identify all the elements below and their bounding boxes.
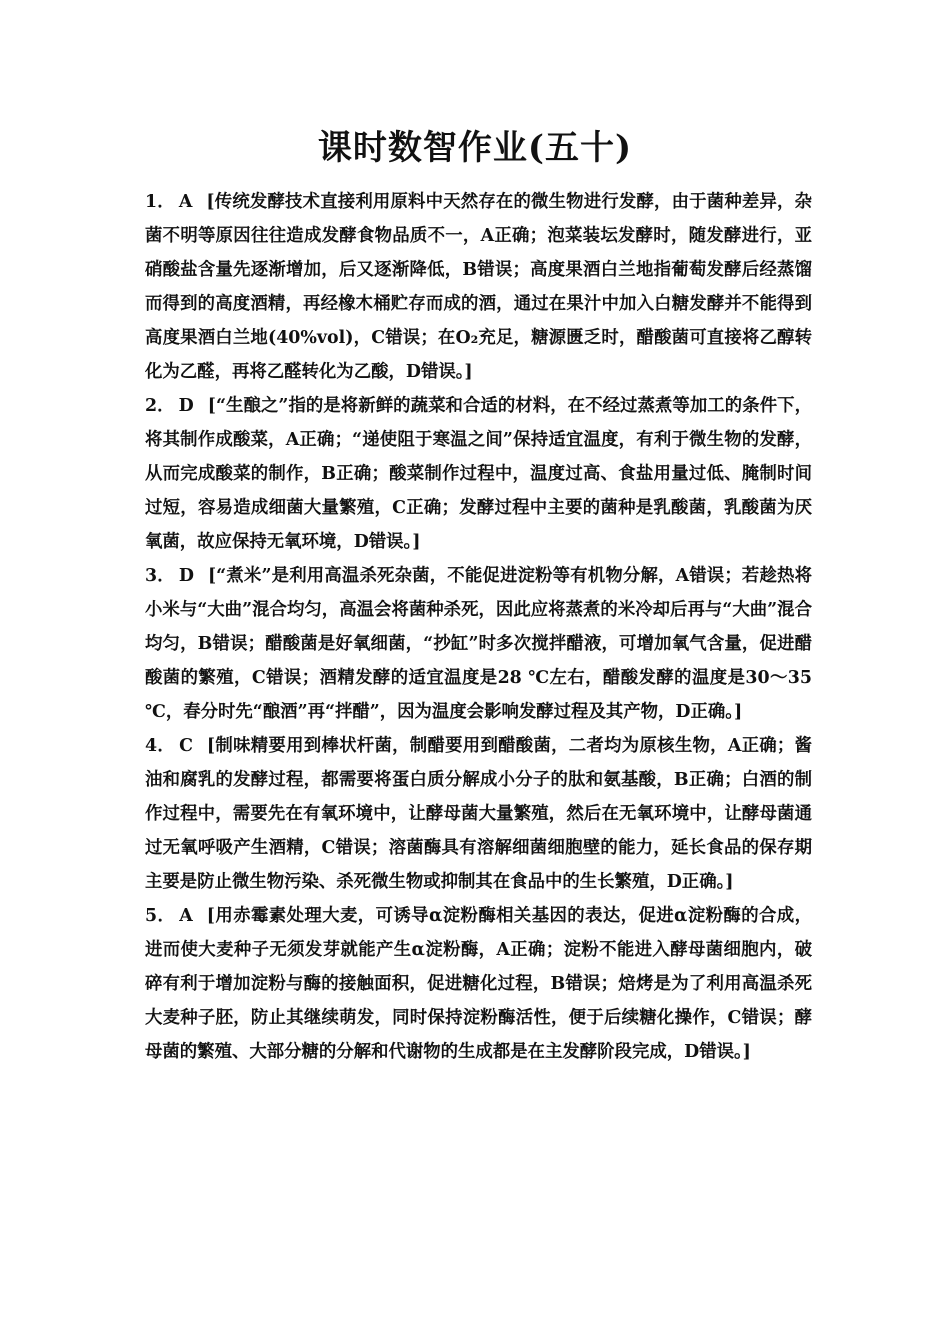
answer-list xyxy=(145,185,812,1069)
answer-number: 2． xyxy=(145,396,175,416)
answer-choice: A xyxy=(178,192,193,212)
answer-item-2 xyxy=(145,389,812,559)
answer-number: 3． xyxy=(145,566,175,586)
answer-item-5 xyxy=(145,899,812,1069)
answer-number: 4． xyxy=(145,736,176,756)
page-title: 课时数智作业(五十) xyxy=(317,128,633,168)
answer-number: 1． xyxy=(145,192,175,212)
answer-number: 5． xyxy=(145,906,176,926)
answer-choice: A xyxy=(179,906,193,926)
answer-choice: D xyxy=(178,396,194,416)
answer-item-4 xyxy=(145,729,812,899)
answer-item-3 xyxy=(145,559,812,729)
answer-choice: D xyxy=(178,566,194,586)
answer-explanation: [用赤霉素处理大麦，可诱导α淀粉酶相关基因的表达，促进α淀粉酶的合成，进而使大麦种子无须发芽就能产生α淀粉酶，A正确；淀粉不能进入酵母菌细胞内，破碎有利于增加淀粉与酶的接触面积，促进糖化过程，B错误；焙烤是为了利用高温杀死大麦种子胚，防止其继续萌发，同时保持淀粉酶活性，便于后续糖化操作，C错误；酵母菌的繁殖、大部分糖的分解和代谢物的生成都是在主发酵阶段完成，D错误。] xyxy=(145,906,812,1062)
answer-choice: C xyxy=(179,736,193,756)
answer-item-1 xyxy=(145,185,812,389)
answer-explanation: [制味精要用到棒状杆菌，制醋要用到醋酸菌，二者均为原核生物，A正确；酱油和腐乳的发酵过程，都需要将蛋白质分解成小分子的肽和氨基酸，B正确；白酒的制作过程中，需要先在有氧环境中，让酵母菌大量繁殖，然后在无氧环境中，让酵母菌通过无氧呼吸产生酒精，C错误；溶菌酶具有溶解细菌细胞壁的能力，延长食品的保存期主要是防止微生物污染、杀死微生物或抑制其在食品中的生长繁殖，D正确。] xyxy=(145,736,812,892)
answer-explanation: [“生酿之”指的是将新鲜的蔬菜和合适的材料，在不经过蒸煮等加工的条件下，将其制作成酸菜，A正确；“递使阻于寒温之间”保持适宜温度，有利于微生物的发酵，从而完成酸菜的制作，B正确；酸菜制作过程中，温度过高、食盐用量过低、腌制时间过短，容易造成细菌大量繁殖，C正确；发酵过程中主要的菌种是乳酸菌，乳酸菌为厌氧菌，故应保持无氧环境，D错误。] xyxy=(145,396,812,552)
answer-explanation: [“煮米”是利用高温杀死杂菌，不能促进淀粉等有机物分解，A错误；若趁热将小米与“大曲”混合均匀，高温会将菌种杀死，因此应将蒸煮的米冷却后再与“大曲”混合均匀，B错误；醋酸菌是好氧细菌，“抄缸”时多次搅拌醋液，可增加氧气含量，促进醋酸菌的繁殖，C错误；酒精发酵的适宜温度是28 ℃左右，醋酸发酵的温度是30～35 ℃，春分时先“酿酒”再“拌醋”，因为温度会影响发酵过程及其产物，D正确。] xyxy=(145,566,812,722)
answer-explanation: [传统发酵技术直接利用原料中天然存在的微生物进行发酵，由于菌种差异，杂菌不明等原因往往造成发酵食物品质不一，A正确；泡菜装坛发酵时，随发酵进行，亚硝酸盐含量先逐渐增加，后又逐渐降低，B错误；高度果酒白兰地指葡萄发酵后经蒸馏而得到的高度酒精，再经橡木桶贮存而成的酒，通过在果汁中加入白糖发酵并不能得到高度果酒白兰地(40%vol)，C错误；在O₂充足，糖源匮乏时，醋酸菌可直接将乙醇转化为乙醛，再将乙醛转化为乙酸，D错误。] xyxy=(145,192,812,382)
